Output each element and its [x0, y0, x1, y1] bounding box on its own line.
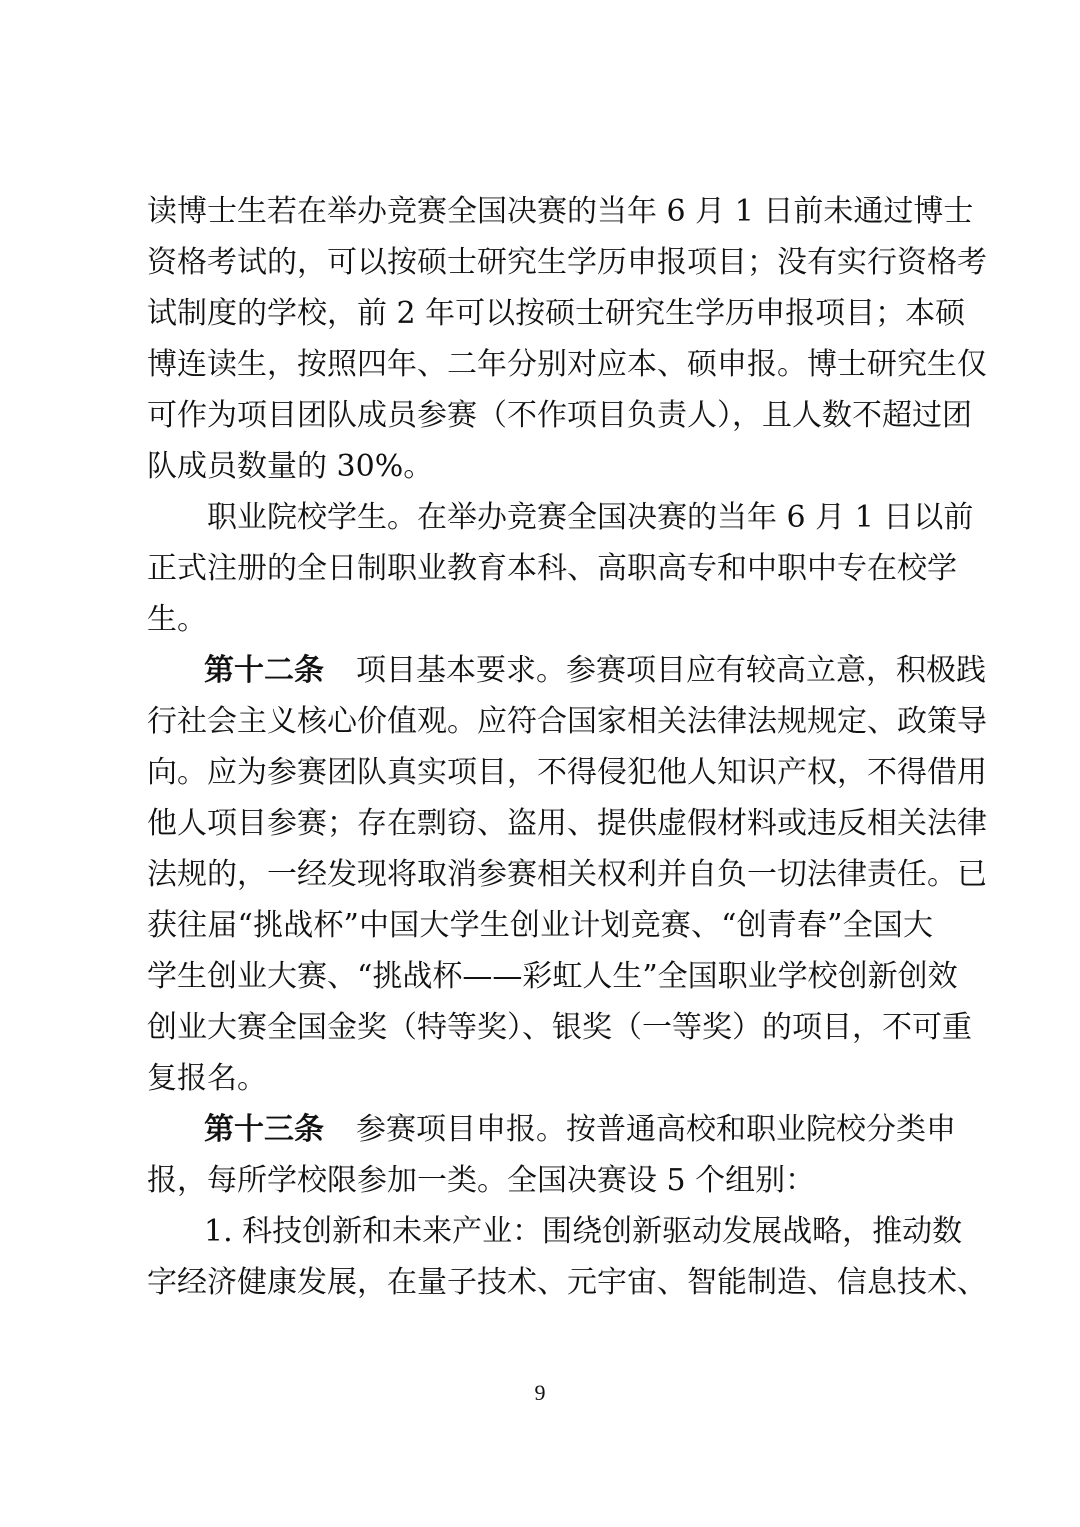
- article-13-first-text: 参赛项目申报。按普通高校和职业院校分类申: [356, 1112, 956, 1147]
- article-12-first-line: [204, 649, 986, 693]
- article-12-heading: 第十二条: [204, 653, 324, 688]
- text-line: 获往届“挑战杯”中国大学生创业计划竞赛、“创青春”全国大: [147, 908, 933, 943]
- page-number: 9: [534, 1380, 546, 1405]
- text-line: 学生创业大赛、“挑战杯——彩虹人生”全国职业学校创新创效: [147, 959, 958, 994]
- text-line: 读博士生若在举办竞赛全国决赛的当年 6 月 1 日前未通过博士: [147, 194, 974, 229]
- text-line: 资格考试的，可以按硕士研究生学历申报项目；没有实行资格考: [147, 245, 987, 280]
- text-line: 博连读生，按照四年、二年分别对应本、硕申报。博士研究生仅: [147, 347, 987, 382]
- text-line: 报，每所学校限参加一类。全国决赛设 5 个组别：: [147, 1163, 816, 1198]
- article-13-first-line: [204, 1108, 956, 1152]
- text-line: 复报名。: [147, 1061, 267, 1096]
- text-line: 生。: [147, 602, 207, 637]
- article-13-heading: 第十三条: [204, 1112, 324, 1147]
- article-12-first-text: 项目基本要求。参赛项目应有较高立意，积极践: [356, 653, 986, 688]
- text-line: 向。应为参赛团队真实项目，不得侵犯他人知识产权，不得借用: [147, 755, 987, 790]
- text-line: 创业大赛全国金奖（特等奖）、银奖（一等奖）的项目，不可重: [147, 1010, 972, 1045]
- text-line: 可作为项目团队成员参赛（不作项目负责人），且人数不超过团: [147, 398, 972, 433]
- text-line: 试制度的学校，前 2 年可以按硕士研究生学历申报项目；本硕: [147, 296, 966, 331]
- text-line: 字经济健康发展，在量子技术、元宇宙、智能制造、信息技术、: [147, 1265, 987, 1300]
- text-line: 法规的，一经发现将取消参赛相关权利并自负一切法律责任。已: [147, 857, 987, 892]
- text-line: 职业院校学生。在举办竞赛全国决赛的当年 6 月 1 日以前: [207, 500, 974, 535]
- text-line: 1. 科技创新和未来产业：围绕创新驱动发展战略，推动数: [204, 1214, 963, 1249]
- text-line: 正式注册的全日制职业教育本科、高职高专和中职中专在校学: [147, 551, 957, 586]
- text-line: 行社会主义核心价值观。应符合国家相关法律法规规定、政策导: [147, 704, 987, 739]
- text-line: 队成员数量的 30%。: [147, 449, 434, 484]
- text-line: 他人项目参赛；存在剽窃、盗用、提供虚假材料或违反相关法律: [147, 806, 987, 841]
